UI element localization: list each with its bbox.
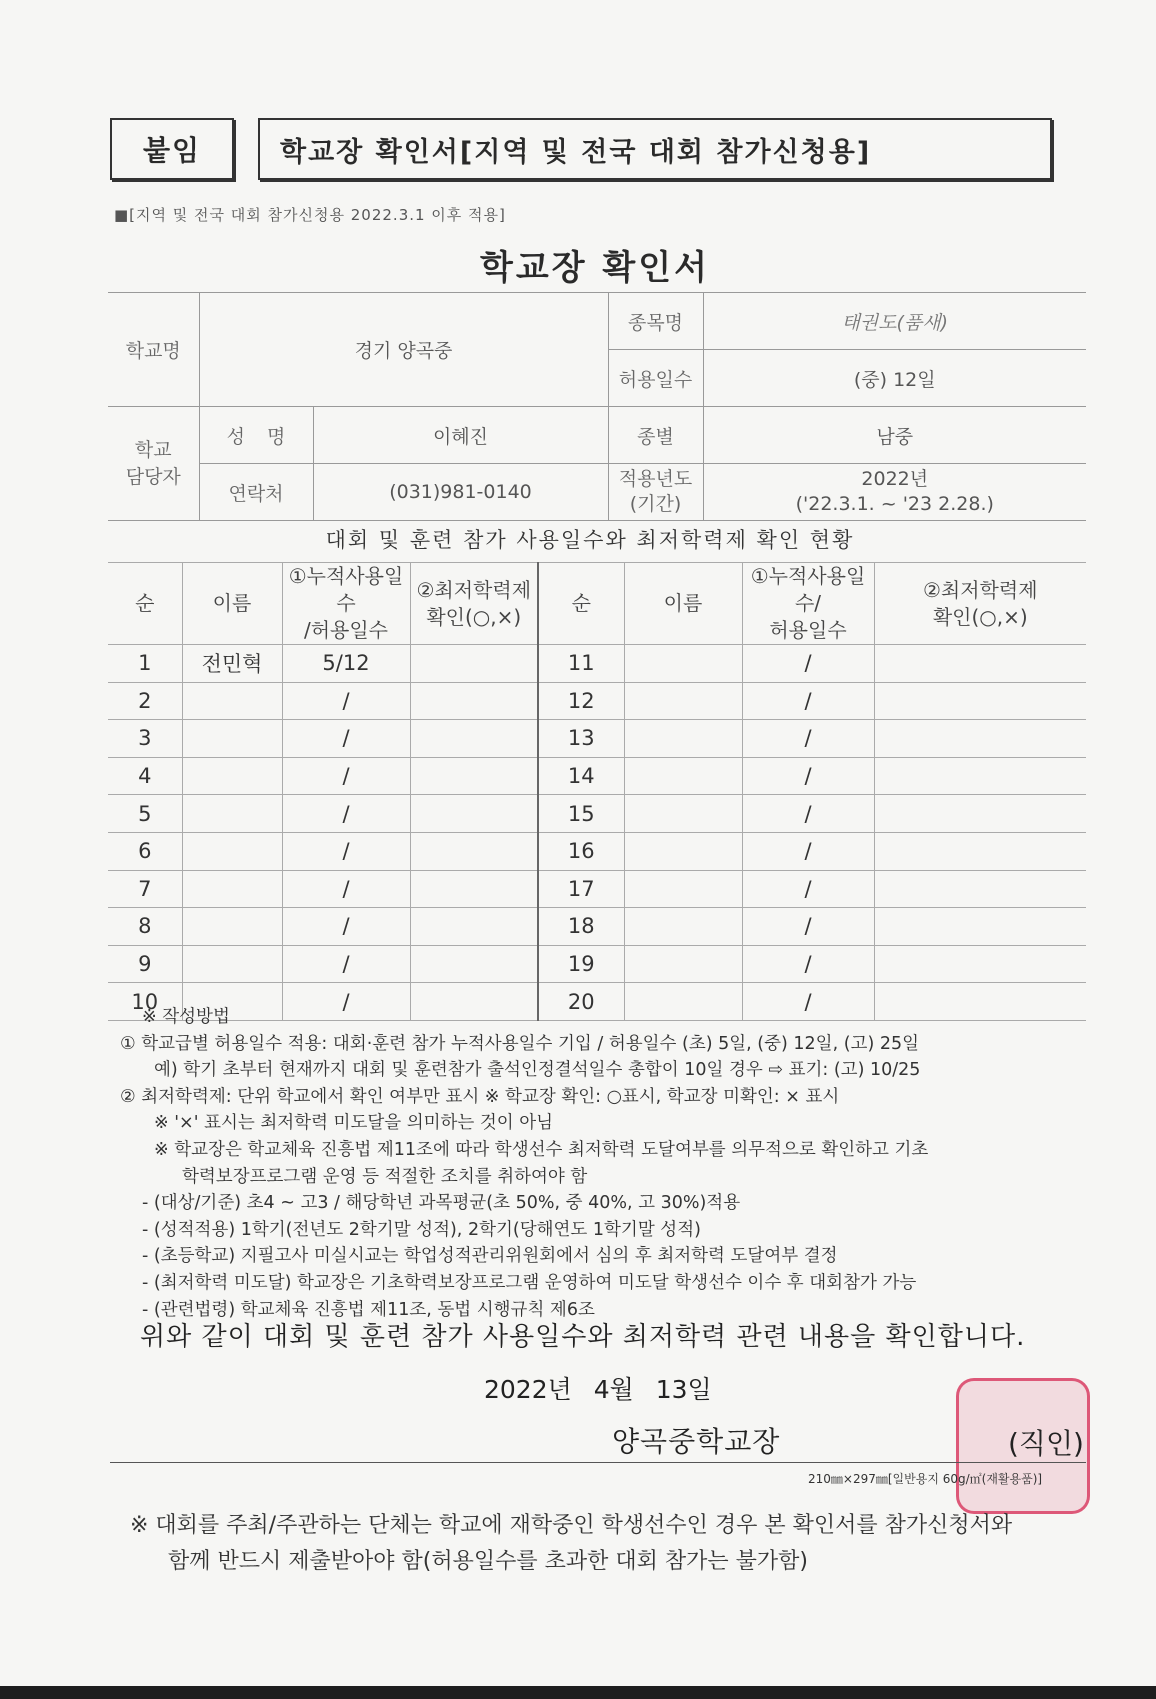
main-title: 학교장 확인서 (480, 248, 710, 288)
table-row (108, 795, 1086, 833)
detail-5: - (관련법령) 학교체육 진흥법 제11조, 동법 시행규칙 제6조 (142, 1299, 595, 1320)
note-1b: 예) 학기 초부터 현재까지 대회 및 훈련참가 출석인정결석일수 총합이 10일 경우 ⇨ 표기: (고) 10/25 (154, 1060, 921, 1081)
col-name-right: 이름 (624, 563, 742, 645)
row-no-right: 16 (538, 832, 624, 870)
attach-label: 붙임 (110, 118, 234, 180)
note-2b: ※ '×' 표시는 최저학력 미도달을 의미하는 것이 아님 (154, 1113, 554, 1134)
row-used-right: / (742, 757, 874, 795)
row-used: / (282, 720, 410, 758)
footer-line-1: ※ 대회를 주최/주관하는 단체는 학교에 재학중인 학생선수인 경우 본 확인서를 참가신청서와 (130, 1513, 1013, 1538)
year-cell (703, 464, 1086, 521)
row-name-right (624, 682, 742, 720)
table-row (108, 682, 1086, 720)
col-used-right: ①누적사용일수/ 허용일수 (742, 563, 874, 645)
row-name-right (624, 720, 742, 758)
apply-note: ■[지역 및 전국 대회 참가신청용 2022.3.1 이후 적용] (114, 206, 506, 224)
col-used: ①누적사용일수 /허용일수 (282, 563, 410, 645)
divider (110, 1462, 1086, 1463)
note-2: ② 최저학력제: 단위 학교에서 확인 여부만 표시 ※ 학교장 확인: ○표시, 학교장 미확인: × 표시 (120, 1086, 840, 1107)
row-used-right: / (742, 832, 874, 870)
usage-table (108, 562, 1086, 1021)
row-name-right (624, 645, 742, 683)
row-no-right: 20 (538, 983, 624, 1021)
row-name-right (624, 795, 742, 833)
row-name (182, 795, 282, 833)
row-no: 3 (108, 720, 182, 758)
row-check-right (874, 757, 1086, 795)
row-check-right (874, 645, 1086, 683)
row-no-right: 12 (538, 682, 624, 720)
seal-word: (직인) (1008, 1427, 1084, 1460)
row-no: 2 (108, 682, 182, 720)
footer-note (130, 1508, 1090, 1580)
row-no: 8 (108, 908, 182, 946)
row-used: / (282, 908, 410, 946)
row-check-right (874, 832, 1086, 870)
row-check-right (874, 870, 1086, 908)
row-check-right (874, 682, 1086, 720)
detail-3: - (초등학교) 지필고사 미실시교는 학업성적관리위원회에서 심의 후 최저학력 도달여부 결정 (142, 1246, 838, 1267)
row-used: / (282, 757, 410, 795)
row-no: 5 (108, 795, 182, 833)
row-check (410, 645, 538, 683)
header (110, 118, 1052, 180)
row-no: 7 (108, 870, 182, 908)
row-no: 4 (108, 757, 182, 795)
row-used-right: / (742, 795, 874, 833)
allowed-value: (중) 12일 (703, 350, 1086, 407)
row-no-right: 19 (538, 945, 624, 983)
row-name (182, 757, 282, 795)
row-no-right: 18 (538, 908, 624, 946)
event-value: 태권도(품새) (703, 293, 1086, 350)
row-used: / (282, 983, 410, 1021)
row-no-right: 11 (538, 645, 624, 683)
event-label: 종목명 (608, 293, 703, 350)
row-check-right (874, 908, 1086, 946)
row-no: 1 (108, 645, 182, 683)
principal-title: 양곡중학교장 (612, 1425, 781, 1458)
year-label: 적용년도 (기간) (608, 464, 703, 521)
row-used-right: / (742, 945, 874, 983)
row-name-right (624, 908, 742, 946)
row-check-right (874, 720, 1086, 758)
period-value: ('22.3.1. ~ '23 2.28.) (795, 493, 994, 515)
col-no: 순 (108, 563, 182, 645)
row-check-right (874, 945, 1086, 983)
contact-value: (031)981-0140 (313, 464, 608, 521)
row-check (410, 870, 538, 908)
notes-heading: ※ 작성방법 (142, 1007, 230, 1027)
row-name (182, 908, 282, 946)
row-check (410, 832, 538, 870)
detail-2: - (성적적용) 1학기(전년도 2학기말 성적), 2학기(당해연도 1학기말 성적) (142, 1219, 701, 1240)
header-title: 학교장 확인서[지역 및 전국 대회 참가신청용] (258, 118, 1052, 180)
row-no: 9 (108, 945, 182, 983)
row-used: / (282, 945, 410, 983)
row-used-right: / (742, 645, 874, 683)
table-row (108, 870, 1086, 908)
row-no-right: 13 (538, 720, 624, 758)
allowed-label: 허용일수 (608, 350, 703, 407)
row-check (410, 682, 538, 720)
row-check (410, 720, 538, 758)
row-check (410, 908, 538, 946)
confirm-text: 위와 같이 대회 및 훈련 참가 사용일수와 최저학력 관련 내용을 확인합니다. (140, 1322, 1026, 1352)
row-used-right: / (742, 908, 874, 946)
row-name-right (624, 870, 742, 908)
table-row (108, 720, 1086, 758)
writing-notes (120, 1004, 1080, 1323)
manager-label: 학교 담당자 (108, 407, 199, 521)
type-value: 남중 (703, 407, 1086, 464)
row-used: / (282, 870, 410, 908)
col-name: 이름 (182, 563, 282, 645)
row-no-right: 17 (538, 870, 624, 908)
row-name (182, 870, 282, 908)
row-used-right: / (742, 983, 874, 1021)
contact-label: 연락처 (199, 464, 313, 521)
row-check (410, 795, 538, 833)
type-label: 종별 (608, 407, 703, 464)
row-name (182, 720, 282, 758)
school-label: 학교명 (108, 293, 199, 407)
row-used-right: / (742, 720, 874, 758)
row-no: 6 (108, 832, 182, 870)
name-value: 이혜진 (313, 407, 608, 464)
row-name (182, 945, 282, 983)
row-name (182, 682, 282, 720)
paper-size-note: 210㎜×297㎜[일반용지 60g/㎡(재활용품)] (808, 1472, 1043, 1486)
row-name-right (624, 832, 742, 870)
issue-date: 2022년 4월 13일 (484, 1375, 712, 1404)
detail-4: - (최저학력 미도달) 학교장은 기초학력보장프로그램 운영하여 미도달 학생선수 이수 후 대회참가 가능 (142, 1272, 917, 1293)
footer-line-2: 함께 반드시 제출받아야 함(허용일수를 초과한 대회 참가는 불가함) (168, 1549, 808, 1574)
usage-header-row (108, 563, 1086, 645)
row-name-right (624, 945, 742, 983)
table-row (108, 832, 1086, 870)
note-2d: 학력보장프로그램 운영 등 적절한 조치를 취하여야 함 (182, 1166, 588, 1187)
row-name-right (624, 757, 742, 795)
note-2c: ※ 학교장은 학교체육 진흥법 제11조에 따라 학생선수 최저학력 도달여부를 의무적으로 확인하고 기초 (154, 1139, 929, 1160)
row-used-right: / (742, 682, 874, 720)
name-label: 성 명 (199, 407, 313, 464)
row-check-right (874, 795, 1086, 833)
year-value: 2022년 (861, 468, 929, 491)
table-row (108, 645, 1086, 683)
row-used: / (282, 832, 410, 870)
row-check (410, 945, 538, 983)
status-title: 대회 및 훈련 참가 사용일수와 최저학력제 확인 현황 (325, 528, 855, 552)
note-1: ① 학교급별 허용일수 적용: 대회·훈련 참가 누적사용일수 기입 / 허용일수 (초) 5일, (중) 12일, (고) 25일 (120, 1033, 920, 1054)
table-row (108, 908, 1086, 946)
col-check: ②최저학력제 확인(○,×) (410, 563, 538, 645)
row-used: 5/12 (282, 645, 410, 683)
detail-1: - (대상/기준) 초4 ~ 고3 / 해당학년 과목평균(초 50%, 중 40%, 고 30%)적용 (142, 1193, 741, 1214)
row-no: 10 (108, 983, 182, 1021)
row-used: / (282, 795, 410, 833)
col-check-right: ②최저학력제 확인(○,×) (874, 563, 1086, 645)
row-name (182, 832, 282, 870)
table-row (108, 757, 1086, 795)
row-used-right: / (742, 870, 874, 908)
row-used: / (282, 682, 410, 720)
school-value: 경기 양곡중 (199, 293, 608, 407)
row-name: 전민혁 (182, 645, 282, 683)
row-no-right: 15 (538, 795, 624, 833)
info-table (108, 292, 1086, 521)
row-no-right: 14 (538, 757, 624, 795)
col-no-right: 순 (538, 563, 624, 645)
table-row (108, 945, 1086, 983)
row-check (410, 757, 538, 795)
